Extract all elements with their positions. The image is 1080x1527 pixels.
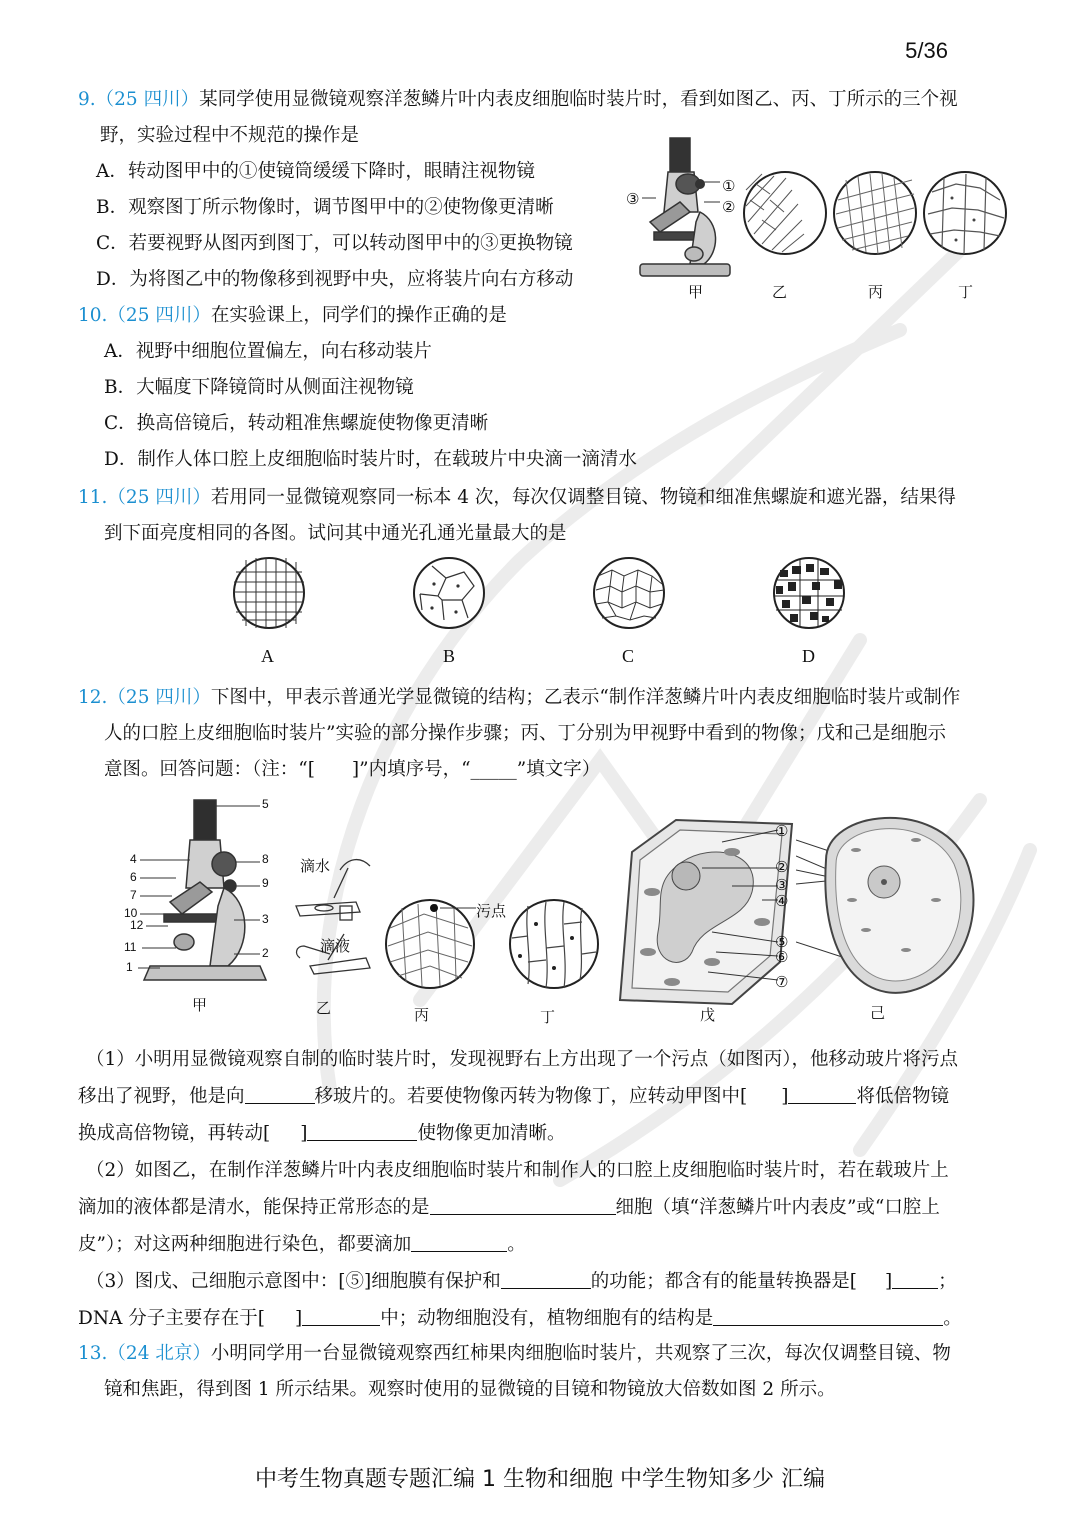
- q9-view-bing: [832, 170, 918, 256]
- q13-stem-line2: 镜和焦距，得到图 1 所示结果。观察时使用的显微镜的目镜和物镜放大倍数如图 2 所示。: [104, 1379, 836, 1400]
- q9-marker-3: ③: [626, 191, 640, 208]
- q12-sub3-text4: ；: [938, 1271, 957, 1292]
- q12-sub1-bracket-1[interactable]: [747, 1086, 781, 1104]
- q10-source-tag: （25 四川）: [107, 305, 211, 326]
- q9-label-bing: 丙: [868, 284, 884, 301]
- q12-spot-pointer: [440, 900, 480, 912]
- q12-sub3-text8: 。: [943, 1308, 962, 1329]
- q12-stem-text1: 下图中，甲表示普通光学显微镜的结构；乙表示“制作洋葱鳞片叶内表皮细胞临时装片或制作: [210, 687, 961, 708]
- q12-sub2-text4: 。: [507, 1234, 526, 1255]
- q13-stem-text1: 小明同学用一台显微镜观察西红柿果肉细胞临时装片，共观察了三次，每次仅调整目镜、物: [210, 1343, 951, 1364]
- q12-sub3-blank-structure[interactable]: [713, 1307, 943, 1326]
- q12-label-wu: 戊: [700, 1007, 716, 1024]
- q12-animal-cell: [796, 800, 986, 1000]
- q12-cell-marker-1: ①: [775, 823, 789, 840]
- q12-part-7: 7: [130, 888, 137, 902]
- q9-view-yi: [742, 170, 828, 256]
- q10-option-d: D．制作人体口腔上皮细胞临时装片时，在载玻片中央滴一滴清水: [104, 449, 637, 470]
- q12-sub3-line2: [78, 1305, 962, 1333]
- q12-microscope-figure: [120, 796, 280, 1006]
- q12-part-3: 3: [262, 912, 269, 926]
- page-footer: 中考生物真题专题汇编 1 生物和细胞 中学生物知多少 汇编: [255, 1467, 825, 1492]
- q9-stem-text1: 某同学使用显微镜观察洋葱鳞片叶内表皮细胞临时装片时，看到如图乙、丙、丁所示的三个视: [199, 89, 958, 110]
- q12-part-11: 11: [124, 940, 137, 954]
- q9-marker-1: ①: [722, 178, 736, 195]
- q9-label-yi: 乙: [772, 284, 788, 301]
- q11-view-b: [412, 556, 486, 630]
- q11-view-c: [592, 556, 666, 630]
- q13-stem-line1: [78, 1340, 951, 1368]
- q12-view-ding: [508, 898, 600, 990]
- q12-part-2: 2: [262, 946, 269, 960]
- q12-sub1-text6: ]: [300, 1123, 308, 1144]
- q12-sub1-text4: 将低倍物镜: [856, 1086, 949, 1107]
- q12-sub3-blank-dna[interactable]: [302, 1307, 380, 1326]
- q9-label-ding: 丁: [958, 284, 974, 301]
- q10-option-a: A．视野中细胞位置偏左，向右移动装片: [104, 341, 432, 362]
- page-number: 5/36: [905, 38, 948, 63]
- q12-sub1-text2: 移玻片的。若要使物像丙转为物像丁，应转动甲图中[: [314, 1086, 748, 1107]
- q12-sub2-line3: [78, 1231, 526, 1259]
- q12-sub3-text3: ]: [884, 1271, 893, 1292]
- q12-part-5: 5: [262, 797, 269, 811]
- q12-part-6: 6: [130, 870, 137, 884]
- q12-sub2-line2: [78, 1194, 940, 1222]
- q12-sub3-text1: （3）图戊、己细胞示意图中：[⑤]细胞膜有保护和: [86, 1271, 501, 1292]
- q12-part-10: 10: [124, 906, 138, 920]
- q11-choice-a: A: [261, 646, 274, 666]
- q9-marker-2: ②: [722, 199, 736, 216]
- q9-option-a: A．转动图甲中的①使镜筒缓缓下降时，眼睛注视物镜: [96, 161, 535, 182]
- q12-label-bing: 丙: [414, 1007, 430, 1024]
- q10-number: 10.: [78, 305, 108, 326]
- q12-sub1-line3: [78, 1120, 565, 1148]
- q12-label-yi: 乙: [316, 1000, 332, 1017]
- q12-part-4: 4: [130, 852, 137, 866]
- q10-stem: [78, 302, 507, 330]
- q12-sub3-text2: 的功能；都含有的能量转换器是[: [590, 1271, 857, 1292]
- q9-view-ding: [922, 170, 1008, 256]
- q12-sub1-line1: （1）小明用显微镜观察自制的临时装片时，发现视野右上方出现了一个污点（如图丙），他移动玻片将污点: [86, 1049, 959, 1070]
- q9-option-b: B．观察图丁所示物像时，调节图甲中的②使物像更清晰: [96, 197, 554, 218]
- q9-label-jia: 甲: [688, 284, 704, 301]
- q12-stem-line1: [78, 684, 960, 712]
- q12-label-ding: 丁: [540, 1009, 556, 1026]
- q11-stem-text1: 若用同一显微镜观察同一标本 4 次，每次仅调整目镜、物镜和细准焦螺旋和遮光器，结果得: [210, 487, 956, 508]
- q12-sub1-text3: ]: [781, 1086, 789, 1107]
- q12-sub1-blank-knob[interactable]: [307, 1122, 417, 1141]
- q9-source-tag: （25 四川）: [95, 89, 200, 110]
- q10-stem-text: 在实验课上，同学们的操作正确的是: [210, 305, 507, 326]
- q12-part-8: 8: [262, 852, 269, 866]
- q13-number: 13.: [78, 1343, 108, 1364]
- q12-sub2-blank-cell[interactable]: [430, 1196, 616, 1215]
- q12-sub1-text7: 使物像更加清晰。: [417, 1123, 566, 1144]
- q11-stem-line2: 到下面亮度相同的各图。试问其中通光孔通光量最大的是: [104, 523, 567, 544]
- q11-choice-b: B: [443, 646, 456, 666]
- q12-number: 12.: [78, 687, 108, 708]
- q11-view-d: [772, 556, 846, 630]
- q9-number: 9.: [78, 89, 96, 110]
- q12-sub3-bracket-1[interactable]: [857, 1271, 885, 1289]
- q11-choice-c: C: [622, 646, 635, 666]
- q12-step-liquid: 滴液: [320, 938, 351, 955]
- q12-part-1: 1: [126, 960, 133, 974]
- q12-cell-marker-2: ②: [775, 859, 789, 876]
- q12-sub3-bracket-2[interactable]: [265, 1308, 295, 1326]
- q12-cell-marker-5: ⑤: [775, 934, 789, 951]
- q12-sub1-text5: 换成高倍物镜，再转动[: [78, 1123, 271, 1144]
- q12-sub2-text2: 细胞（填“洋葱鳞片叶内表皮”或“口腔上: [615, 1197, 940, 1218]
- q10-option-c: C．换高倍镜后，转动粗准焦螺旋使物像更清晰: [104, 413, 489, 434]
- q12-sub1-text1: 移出了视野，他是向: [78, 1086, 245, 1107]
- q12-step-water: 滴水: [300, 858, 331, 875]
- q11-choice-d: D: [802, 646, 815, 666]
- q12-sub3-blank-organelle[interactable]: [892, 1270, 938, 1289]
- q13-source-tag: （24 北京）: [107, 1343, 211, 1364]
- q12-part-9: 9: [262, 876, 269, 890]
- q12-sub3-text7: 中；动物细胞没有，植物细胞有的结构是: [380, 1308, 714, 1329]
- q12-cell-marker-6: ⑥: [775, 949, 789, 966]
- q12-label-ji: 己: [870, 1005, 886, 1022]
- q9-option-d: D．为将图乙中的物像移到视野中央，应将装片向右方移动: [96, 269, 574, 290]
- q12-source-tag: （25 四川）: [107, 687, 211, 708]
- q10-option-b: B．大幅度下降镜筒时从侧面注视物镜: [104, 377, 414, 398]
- q12-sub3-text5: DNA 分子主要存在于[: [78, 1308, 265, 1329]
- q12-sub2-blank-stain[interactable]: [411, 1233, 507, 1252]
- q12-sub2-line1: （2）如图乙，在制作洋葱鳞片叶内表皮细胞临时装片和制作人的口腔上皮细胞临时装片时，若在载玻片上: [86, 1160, 949, 1181]
- q12-cell-marker-4: ④: [775, 893, 789, 910]
- q12-cell-marker-3: ③: [775, 877, 789, 894]
- q11-number: 11.: [78, 487, 108, 508]
- q12-stem-line3: 意图。回答问题：（注：“[ ]”内填序号，“_____”填文字）: [104, 759, 601, 780]
- q9-option-c: C．若要视野从图丙到图丁，可以转动图甲中的③更换物镜: [96, 233, 573, 254]
- q12-sub1-bracket-2[interactable]: [270, 1123, 300, 1141]
- q12-label-jia: 甲: [192, 997, 208, 1014]
- q12-sub3-text6: ]: [294, 1308, 303, 1329]
- q12-stem-line2: 人的口腔上皮细胞临时装片”实验的部分操作步骤；丙、丁分别为甲视野中看到的物像；戊和己是细胞示: [104, 723, 946, 744]
- q12-part-12: 12: [130, 918, 144, 932]
- q12-sub3-line1: [86, 1268, 957, 1296]
- q9-stem-line2: 野，实验过程中不规范的操作是: [100, 125, 360, 146]
- q12-sub1-blank-part[interactable]: [788, 1085, 856, 1104]
- q12-sub1-line2: [78, 1083, 949, 1111]
- q11-stem-line1: [78, 484, 956, 512]
- q12-cell-marker-7: ⑦: [775, 974, 789, 991]
- q9-stem-line1: [78, 86, 958, 114]
- q12-sub2-text1: 滴加的液体都是清水，能保持正常形态的是: [78, 1197, 430, 1218]
- q12-sub3-blank-function[interactable]: [501, 1270, 591, 1289]
- q12-spot-label: 污点: [476, 903, 507, 920]
- q12-sub2-text3: 皮”）；对这两种细胞进行染色，都要滴加: [78, 1234, 412, 1255]
- q11-source-tag: （25 四川）: [107, 487, 211, 508]
- q11-view-a: [232, 556, 306, 630]
- q12-sub1-blank-direction[interactable]: [245, 1085, 315, 1104]
